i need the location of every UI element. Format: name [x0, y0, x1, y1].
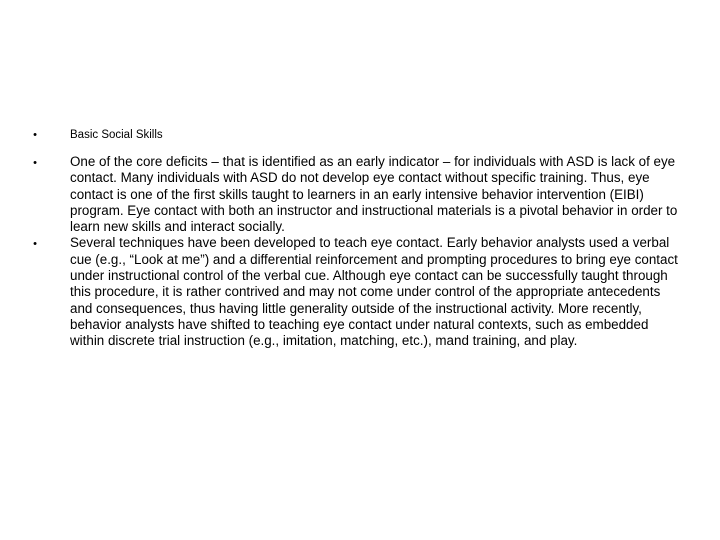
- bullet-list: [30, 128, 680, 350]
- bullet-icon: •: [33, 157, 37, 169]
- bullet-item-core-deficits: [30, 154, 680, 235]
- bullet-icon: •: [33, 238, 37, 251]
- bullet-text-core-deficits: One of the core deficits – that is identified as an early indicator – for individuals with ASD is lack of eye contact. Many individuals with ASD do not develop eye contact without specific training. Thus, eye contact is one of the first skills taught to learners in an early intensive behavior intervention (EIBI) program. Eye contact with both an instructor and instructional materials is a pivotal behavior in order to learn new skills and interact socially.: [70, 154, 678, 235]
- bullet-text-heading: Basic Social Skills: [70, 129, 163, 141]
- bullet-item-heading: [30, 128, 680, 143]
- bullet-text-techniques: Several techniques have been developed to teach eye contact. Early behavior analysts used a verbal cue (e.g., “Look at me”) and a differential reinforcement and prompting procedures to bring eye contact under instructional control of the verbal cue. Although eye contact can be successfully taught through this procedure, it is rather contrived and may not come under control of the appropriate antecedents and consequences, thus having little generality outside of the instructional activity. More recently, behavior analysts have shifted to teaching eye contact under natural contexts, such as embedded within discrete trial instruction (e.g., imitation, matching, etc.), mand training, and play.: [70, 235, 678, 349]
- bullet-item-techniques: [30, 235, 680, 349]
- bullet-icon: •: [33, 129, 37, 141]
